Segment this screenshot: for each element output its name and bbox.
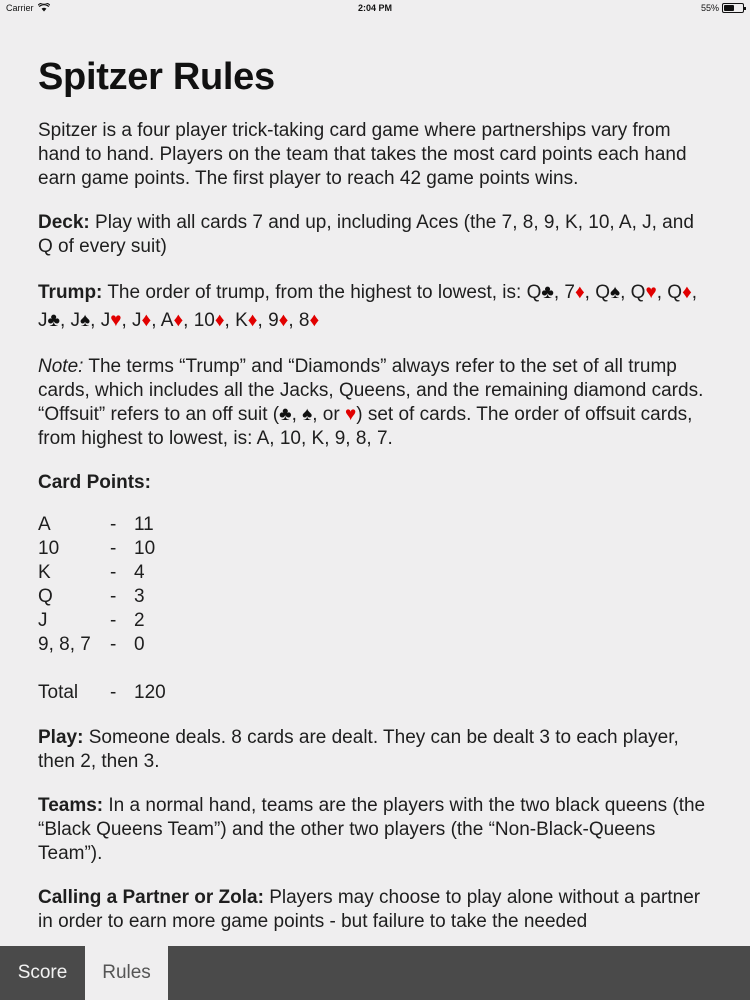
trump-card bbox=[101, 310, 122, 331]
suit-icon: ♦ bbox=[278, 310, 289, 331]
points-row bbox=[38, 586, 166, 610]
points-value: 2 bbox=[134, 610, 145, 631]
calling-label: Calling a Partner or Zola: bbox=[38, 887, 264, 908]
trump-card bbox=[161, 310, 183, 331]
trump-label: Trump: bbox=[38, 282, 103, 303]
note-paragraph bbox=[38, 355, 712, 451]
note-sep-2: , or bbox=[312, 404, 345, 425]
points-row bbox=[38, 538, 166, 562]
points-dash: - bbox=[110, 610, 117, 631]
points-dash: - bbox=[110, 586, 117, 607]
rules-scroll-view[interactable] bbox=[0, 16, 750, 946]
trump-card bbox=[527, 282, 554, 303]
trump-card bbox=[667, 282, 691, 303]
trump-card-rank: Q bbox=[630, 282, 646, 303]
suit-icon: ♥ bbox=[110, 310, 122, 331]
tab-score[interactable]: Score bbox=[17, 962, 68, 983]
trump-card-rank: J bbox=[70, 310, 81, 331]
points-value: 3 bbox=[134, 586, 145, 607]
points-spacer bbox=[38, 658, 166, 682]
points-value: 4 bbox=[134, 562, 145, 583]
points-value: 11 bbox=[134, 514, 154, 535]
trump-card bbox=[268, 310, 288, 331]
calling-paragraph bbox=[38, 886, 712, 934]
trump-card-rank: Q bbox=[667, 282, 683, 303]
trump-card bbox=[194, 310, 225, 331]
battery-percent: 55% bbox=[700, 3, 719, 13]
points-value: 120 bbox=[134, 682, 166, 703]
points-value: 0 bbox=[134, 634, 145, 655]
trump-card-rank: 7 bbox=[564, 282, 575, 303]
trump-card-rank: K bbox=[235, 310, 248, 331]
deck-paragraph bbox=[38, 211, 712, 259]
deck-label: Deck: bbox=[38, 212, 90, 233]
suit-icon: ♠ bbox=[610, 282, 621, 303]
points-row bbox=[38, 634, 166, 658]
intro-paragraph: Spitzer is a four player trick-taking card game where partnerships vary from hand to hand. Players on the team that takes the most card points each hand earn game points. The first player to reach 42 game points wins. bbox=[38, 120, 687, 189]
trump-order-list: Q♣, 7♦, Q♠, Q♥, Q♦, J♣, J♠, J♥, J♦, A♦, 10♦, K♦, 9♦, 8♦ bbox=[38, 282, 698, 331]
trump-card-rank: 9 bbox=[268, 310, 279, 331]
trump-card-rank: 8 bbox=[298, 310, 310, 331]
trump-card-rank: Q bbox=[595, 282, 610, 303]
trump-card bbox=[564, 282, 584, 303]
trump-card-rank: A bbox=[160, 310, 174, 331]
note-text-1: The terms “Trump” and “Diamonds” always refer to the set of all trump cards, which includes all the Jacks, Queens, and the remaining diamond cards. “Offsuit” refers to an off suit ( bbox=[38, 356, 704, 425]
points-row bbox=[38, 610, 166, 634]
suit-icon: ♥ bbox=[645, 282, 657, 303]
page-title: Spitzer Rules bbox=[38, 56, 275, 98]
suit-icon: ♣ bbox=[47, 310, 60, 331]
card-points-heading: Card Points: bbox=[38, 472, 151, 493]
trump-card bbox=[38, 310, 60, 331]
trump-card-rank: 10 bbox=[193, 310, 215, 331]
points-row bbox=[38, 562, 166, 586]
suit-icon: ♦ bbox=[247, 310, 258, 331]
trump-card-rank: J bbox=[38, 310, 48, 331]
points-dash: - bbox=[110, 514, 117, 535]
spade-icon: ♠ bbox=[302, 404, 313, 425]
play-text: Someone deals. 8 cards are dealt. They can be dealt 3 to each player, then 2, then 3. bbox=[38, 727, 679, 772]
trump-card bbox=[595, 282, 620, 303]
teams-text: In a normal hand, teams are the players with the two black queens (the “Black Queens Team”) and the other two players (the “Non-Black-Queens Team”). bbox=[38, 795, 706, 864]
note-text-2: ) set of cards. The order of offsuit cards, from highest to lowest, is: A, 10, K, 9, 8, 7. bbox=[38, 404, 693, 449]
tab-rules[interactable]: Rules bbox=[85, 946, 168, 1000]
points-value: 10 bbox=[134, 538, 156, 559]
points-dash: - bbox=[110, 634, 117, 655]
play-label: Play: bbox=[38, 727, 84, 748]
points-dash: - bbox=[110, 538, 117, 559]
points-card: A bbox=[38, 514, 51, 535]
tab-bar bbox=[0, 946, 750, 1000]
points-total-row bbox=[38, 682, 166, 706]
trump-card bbox=[631, 282, 657, 303]
deck-text: Play with all cards 7 and up, including Aces (the 7, 8, 9, K, 10, A, J, and Q of every suit) bbox=[38, 212, 694, 257]
battery-nub bbox=[744, 7, 746, 10]
club-icon: ♣ bbox=[279, 404, 292, 425]
clock: 2:04 PM bbox=[357, 3, 392, 13]
battery-icon bbox=[722, 3, 744, 13]
suit-icon: ♦ bbox=[682, 282, 692, 303]
trump-card bbox=[132, 310, 151, 331]
suit-icon: ♦ bbox=[574, 282, 585, 303]
calling-text: Players may choose to play alone without a partner in order to earn more game points - but failure to take the needed bbox=[38, 887, 701, 932]
suit-icon: ♠ bbox=[80, 310, 91, 331]
points-card: K bbox=[38, 562, 51, 583]
battery-fill bbox=[724, 5, 734, 11]
heart-icon: ♥ bbox=[344, 404, 357, 425]
trump-card bbox=[235, 310, 257, 331]
carrier-label: Carrier bbox=[6, 3, 34, 13]
trump-card-rank: J bbox=[100, 310, 111, 331]
suit-icon: ♦ bbox=[173, 310, 184, 331]
teams-label: Teams: bbox=[38, 795, 104, 816]
points-card: J bbox=[38, 610, 48, 631]
points-card: 9, 8, 7 bbox=[38, 634, 91, 655]
trump-card-rank: Q bbox=[526, 282, 542, 303]
points-dash: - bbox=[110, 562, 117, 583]
suit-icon: ♦ bbox=[214, 310, 225, 331]
trump-paragraph bbox=[38, 279, 712, 335]
teams-paragraph bbox=[38, 794, 712, 866]
note-label: Note: bbox=[38, 356, 84, 377]
note-sep-1: , bbox=[291, 404, 303, 425]
points-row bbox=[38, 514, 166, 538]
suit-icon: ♦ bbox=[141, 310, 152, 331]
suit-icon: ♦ bbox=[309, 310, 320, 331]
trump-text: The order of trump, from the highest to lowest, is: bbox=[102, 282, 527, 303]
points-card: Q bbox=[38, 586, 53, 607]
points-dash: - bbox=[110, 682, 117, 703]
trump-card-rank: J bbox=[132, 310, 142, 331]
card-points-table bbox=[38, 514, 166, 706]
points-card: Total bbox=[38, 682, 79, 703]
trump-card bbox=[71, 310, 91, 331]
suit-icon: ♣ bbox=[541, 282, 554, 303]
points-card: 10 bbox=[38, 538, 60, 559]
trump-card bbox=[299, 310, 319, 331]
status-bar bbox=[0, 0, 750, 16]
play-paragraph bbox=[38, 726, 712, 774]
